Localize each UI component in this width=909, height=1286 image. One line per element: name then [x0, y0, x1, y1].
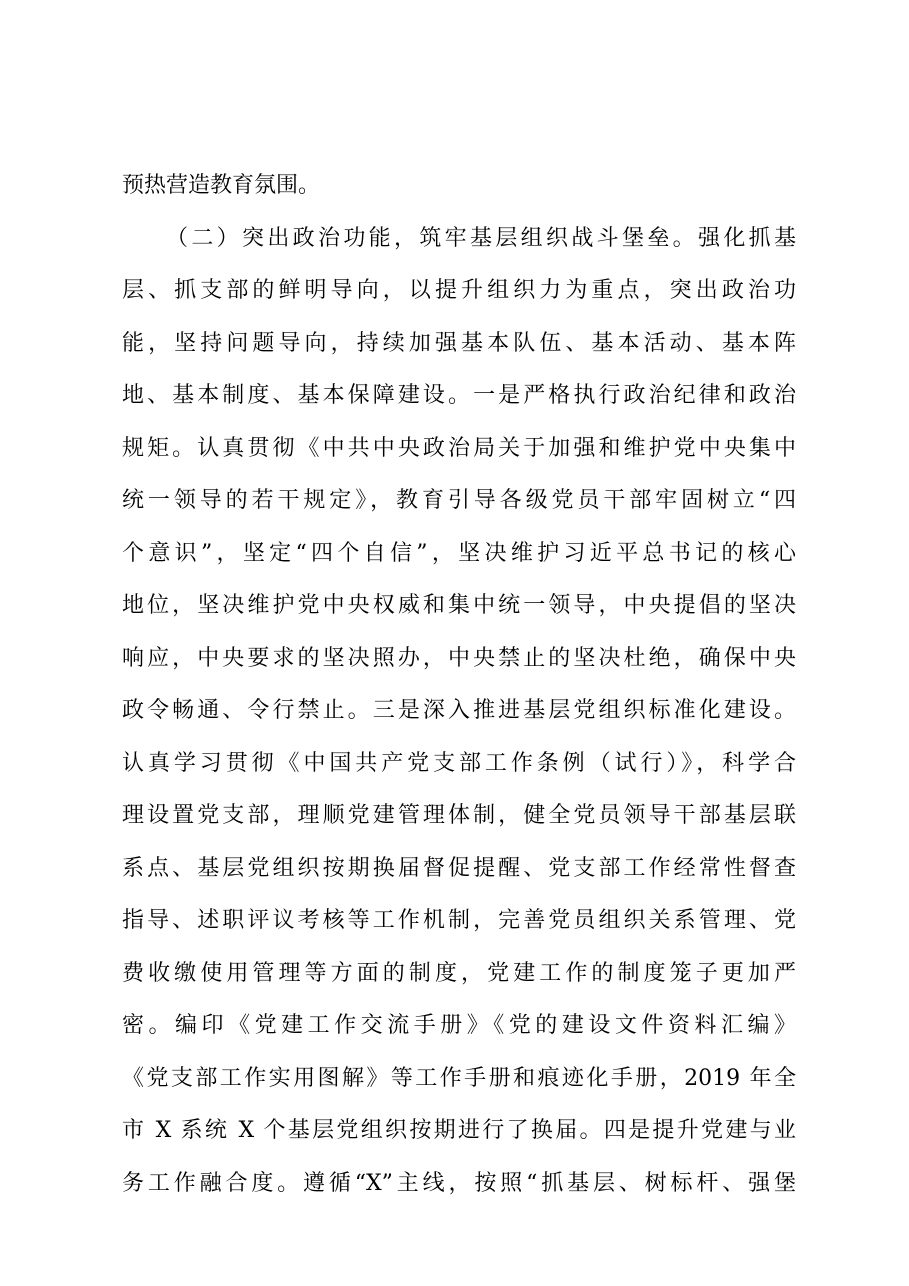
text-line: 费收缴使用管理等方面的制度，党建工作的制度笼子更加严 — [122, 960, 796, 986]
text-line: 《党支部工作实用图解》等工作手册和痕迹化手册，2019 年全 — [122, 1065, 796, 1091]
section-heading-line: （二）突出政治功能，筑牢基层组织战斗堡垒。强化抓基 — [166, 225, 796, 251]
text-line: 响应，中央要求的坚决照办，中央禁止的坚决杜绝，确保中央 — [122, 645, 796, 671]
text-line: 能，坚持问题导向，持续加强基本队伍、基本活动、基本阵 — [122, 330, 796, 356]
text-line: 指导、述职评议考核等工作机制，完善党员组织关系管理、党 — [122, 908, 796, 933]
text-line: 地、基本制度、基本保障建设。一是严格执行政治纪律和政治 — [122, 383, 796, 408]
text-line: 密。编印《党建工作交流手册》《党的建设文件资料汇编》 — [122, 1013, 796, 1038]
text-line: 地位，坚决维护党中央权威和集中统一领导，中央提倡的坚决 — [122, 593, 796, 618]
text-line: 个意识”，坚定“四个自信”，坚决维护习近平总书记的核心 — [122, 540, 796, 566]
text-line: 预热营造教育氛围。 — [122, 173, 321, 198]
text-line: 务工作融合度。遵循“X”主线，按照“抓基层、树标杆、强堡 — [122, 1170, 796, 1196]
text-line: 系点、基层党组织按期换届督促提醒、党支部工作经常性督查 — [122, 855, 796, 881]
text-line: 认真学习贯彻《中国共产党支部工作条例（试行）》，科学合 — [122, 750, 796, 776]
document-body — [122, 160, 796, 1210]
text-line: 统一领导的若干规定》，教育引导各级党员干部牢固树立“四 — [122, 488, 796, 513]
text-line: 规矩。认真贯彻《中共中央政治局关于加强和维护党中央集中 — [122, 435, 796, 461]
text-line: 层、抓支部的鲜明导向，以提升组织力为重点，突出政治功 — [122, 278, 796, 303]
text-line: 理设置党支部，理顺党建管理体制，健全党员领导干部基层联 — [122, 803, 796, 828]
text-line: 市 X 系统 X 个基层党组织按期进行了换届。四是提升党建与业 — [122, 1118, 796, 1143]
text-line: 政令畅通、令行禁止。三是深入推进基层党组织标准化建设。 — [122, 698, 796, 723]
